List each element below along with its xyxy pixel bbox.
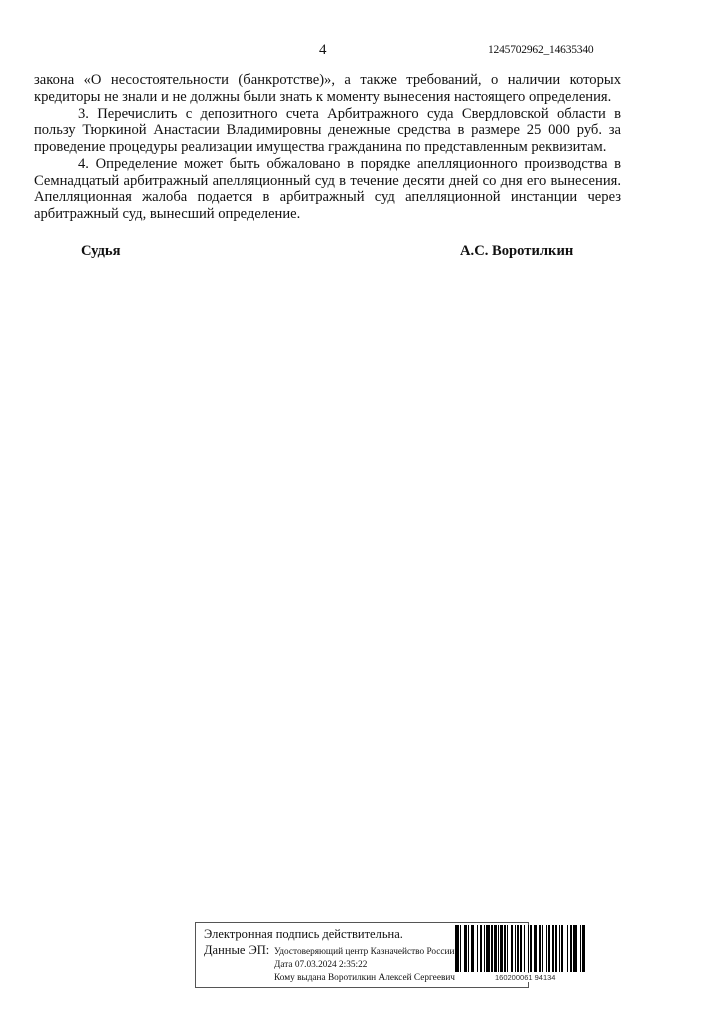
body-text <box>34 72 621 223</box>
page-number: 4 <box>319 42 327 58</box>
document-id: 1245702962_14635340 <box>488 44 594 56</box>
stamp-date: Дата 07.03.2024 2:35:22 <box>274 959 368 970</box>
signature-name: А.С. Воротилкин <box>460 243 574 259</box>
paragraph-continuation: закона «О несостоятельности (банкротстве)», а также требований, о наличии которых кредиторы не знали и не должны были знать к моменту вынесения настоящего определения. <box>34 72 621 105</box>
paragraph-item-3: 3. Перечислить с депозитного счета Арбитражного суда Свердловской области в пользу Тюркиной Анастасии Владимировны денежные средства в размере 25 000 руб. за проведение процедуры реализации имущества гражданина по представленным реквизитам. <box>34 105 621 155</box>
paragraph-item-4: 4. Определение может быть обжаловано в порядке апелляционного производства в Семнадцатый арбитражный апелляционный суд в течение десяти дней со дня его вынесения. Апелляционная жалоба подается в арбитражный суд апелляционной инстанции через арбитражный суд, вынесший определение. <box>34 155 621 222</box>
barcode-icon <box>455 925 586 972</box>
stamp-details <box>274 946 455 984</box>
stamp-title: Электронная подпись действительна. <box>204 927 403 941</box>
signature-role: Судья <box>81 243 121 259</box>
stamp-issuer: Удостоверяющий центр Казначейство России <box>274 947 455 957</box>
stamp-issued-to: Кому выдана Воротилкин Алексей Сергеевич <box>274 972 455 983</box>
barcode-number: 160200061 94134 <box>495 973 556 982</box>
stamp-label: Данные ЭП: <box>204 943 270 957</box>
